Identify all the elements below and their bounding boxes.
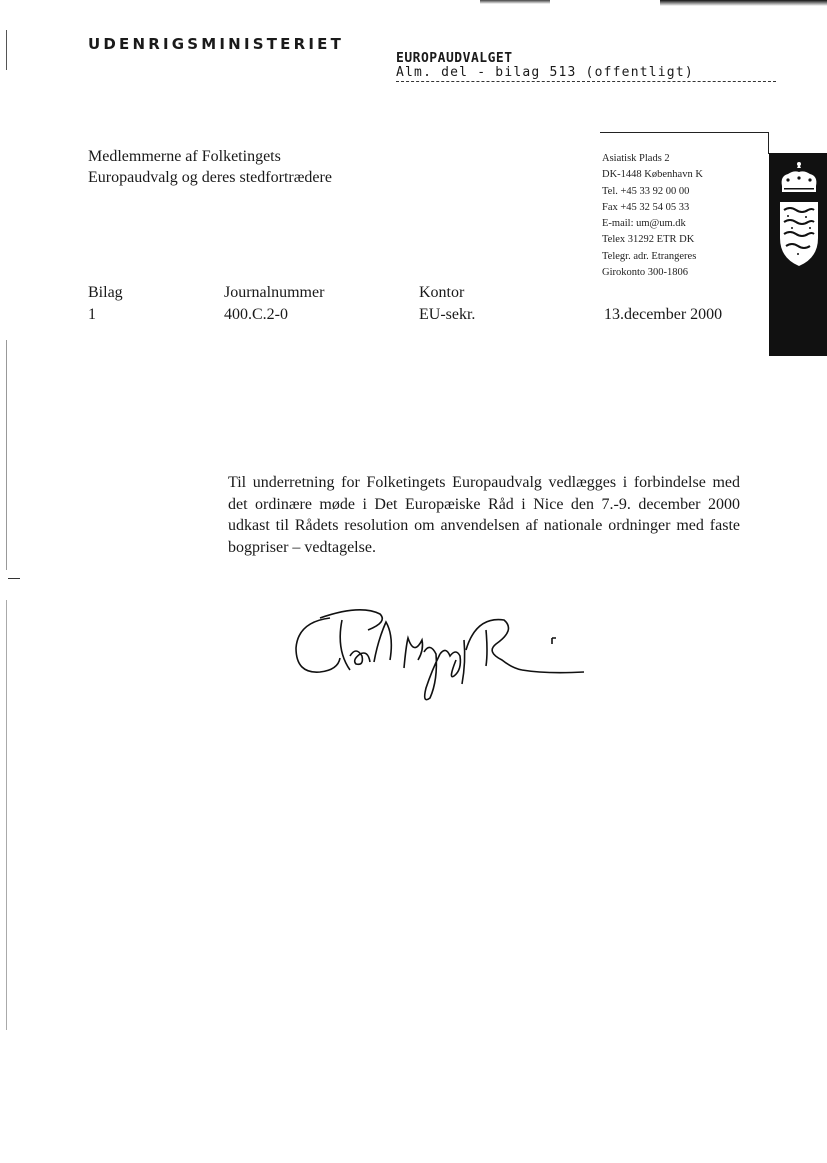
ministry-address [602,151,703,281]
address-email: E-mail: um@um.dk [602,218,686,230]
bilag-value: 1 [88,306,96,323]
recipient-line: Medlemmerne af Folketingets [88,148,281,165]
letter-date: 13.december 2000 [604,306,723,323]
address-telegr: Telegr. adr. Etrangeres [602,250,697,262]
scan-top-mark [480,0,550,4]
scan-edge-mark [6,30,7,70]
journal-label: Journalnummer [224,284,325,301]
kontor-value: EU-sekr. [419,306,476,323]
address-fax: Fax +45 32 54 05 33 [602,201,690,213]
stamp-title: EUROPAUDVALGET [396,51,513,66]
address-divider [768,132,769,154]
handwritten-signature [290,600,590,705]
letter-body: Til underretning for Folketingets Europaudvalg vedlægges i forbindelse med det ordinære møde i Det Europæiske Råd i Nice den 7.-9. december 2000 udkast til Rådets resolution om anvendelsen af nationale ordninger med faste bogpriser – vedtagelse. [228,474,740,556]
scan-edge-mark [8,578,20,579]
address-city: DK-1448 København K [602,169,703,181]
royal-coat-of-arms-icon [776,160,822,270]
bilag-label: Bilag [88,284,123,301]
kontor-label: Kontor [419,284,465,301]
journal-value: 400.C.2-0 [224,306,288,323]
scan-edge-mark [6,600,7,1030]
address-street: Asiatisk Plads 2 [602,153,670,164]
address-tel: Tel. +45 33 92 00 00 [602,185,690,197]
scan-top-mark [660,0,827,6]
ministry-letterhead: UDENRIGSMINISTERIET [88,35,345,53]
scan-edge-mark [6,340,7,570]
recipient-line: Europaudvalg og deres stedfortrædere [88,169,332,186]
address-giro: Girokonto 300-1806 [602,267,689,279]
stamp-reference: Alm. del - bilag 513 (offentligt) [396,65,776,82]
address-divider [600,132,768,133]
address-telex: Telex 31292 ETR DK [602,234,695,246]
recipient-block [88,146,332,188]
